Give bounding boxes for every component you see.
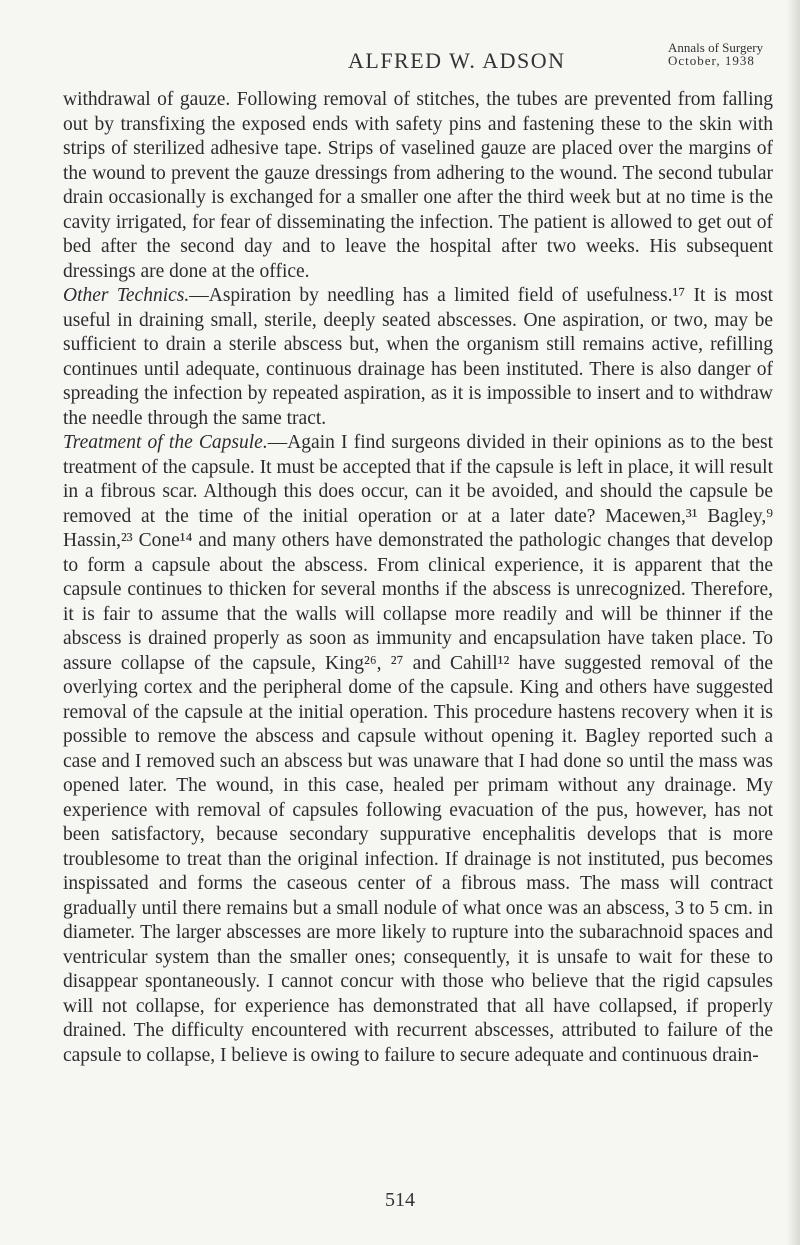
- page-edge-shadow: [786, 0, 800, 1245]
- paragraph-text: —Aspiration by needling has a limited field of usefulness.¹⁷ It is most useful in draining small, sterile, deeply seated abscesses. One aspiration, or two, may be sufficient to drain a sterile abscess but, when the organism still remains active, refilling continues until adequate, continuous drainage has been instituted. There is also danger of spreading the infection by repeated aspiration, as it is impossible to insert and to withdraw the needle through the same tract.: [63, 285, 773, 429]
- running-header: [0, 38, 800, 78]
- running-head-journal: [668, 41, 763, 67]
- page-number: 514: [385, 1189, 415, 1211]
- section-heading-other-technics: Other Technics.: [63, 285, 190, 306]
- section-heading-treatment-of-capsule: Treatment of the Capsule.: [63, 432, 268, 453]
- paragraph-treatment-of-capsule: [63, 431, 773, 1068]
- article-body: [63, 88, 773, 1068]
- paragraph-text: withdrawal of gauze. Following removal of stitches, the tubes are prevented from falling out by transfixing the exposed ends with safety pins and fastening these to the skin with strips of sterilized adhesive tape. Strips of vaselined gauze are placed over the margins of the wound to prevent the gauze dressings from adhering to the wound. The second tubular drain occasionally is exchanged for a smaller one after the third week but at no time is the cavity irrigated, for fear of disseminating the infection. The patient is allowed to get out of bed after the second day and to leave the hospital after two weeks. His subsequent dressings are done at the office.: [63, 89, 773, 282]
- running-head-author: ALFRED W. ADSON: [348, 48, 566, 73]
- paragraph-other-technics: [63, 284, 773, 431]
- journal-date: October, 1938: [668, 53, 755, 68]
- paragraph-drainage: [63, 88, 773, 284]
- journal-name: Annals of Surgery: [668, 40, 764, 55]
- paragraph-text: —Again I find surgeons divided in their opinions as to the best treatment of the capsule. It must be accepted that if the capsule is left in place, it will result in a fibrous scar. Although this does occur, can it be avoided, and should the capsule be removed at the time of the initial operation or at a later date? Macewen,³¹ Bagley,⁹ Hassin,²³ Cone¹⁴ and many others have demonstrated the pathologic changes that develop to form a capsule about the abscess. From clinical experience, it is apparent that the capsule continues to thicken for several months if the abscess is unrecognized. Therefore, it is fair to assume that the walls will collapse more readily and will be thinner if the abscess is drained properly as soon as immunity and encapsulation have taken place. To assure collapse of the capsule, King²⁶, ²⁷ and Cahill¹² have suggested removal of the overlying cortex and the peripheral dome of the capsule. King and others have suggested removal of the capsule at the initial operation. This procedure hastens recovery when it is possible to remove the abscess and capsule without opening it. Bagley reported such a case and I removed such an abscess but was unaware that I had done so until the mass was opened later. The wound, in this case, healed per primam without any drainage. My experience with removal of capsules following evacuation of the pus, however, has not been satisfactory, because secondary suppurative encephalitis develops that is more troublesome to treat than the original infection. If drainage is not instituted, pus becomes inspissated and forms the caseous center of a fibrous mass. The mass will contract gradually until there remains but a small nodule of what once was an abscess, 3 to 5 cm. in diameter. The larger abscesses are more likely to rupture into the subarachnoid spaces and ventricular system than the smaller ones; consequently, it is unsafe to wait for these to disappear spontaneously. I cannot concur with those who believe that the rigid capsules will not collapse, for experience has demonstrated that all have collapsed, if properly drained. The difficulty encountered with recurrent abscesses, attributed to failure of the capsule to collapse, I believe is owing to failure to secure adequate and continuous drain-: [63, 432, 773, 1066]
